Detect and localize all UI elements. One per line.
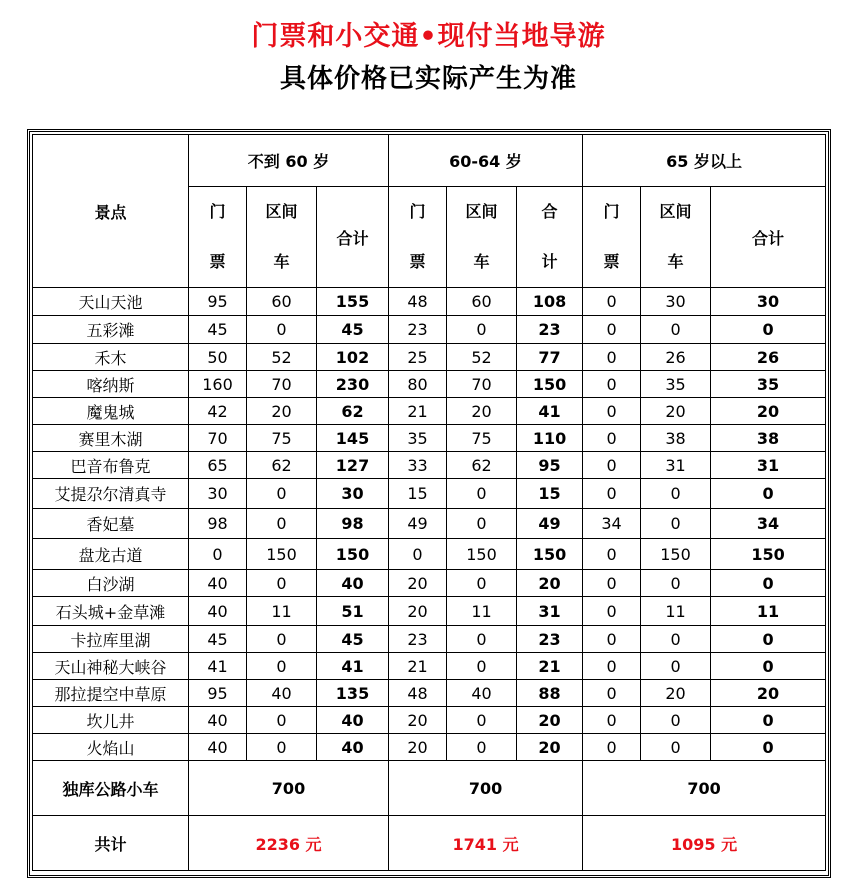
header-ticket: 门 票 [583,187,641,288]
ticket-value: 0 [189,539,247,570]
shuttle-value: 30 [641,288,711,316]
sum-value: 0 [711,626,826,653]
shuttle-value: 20 [641,680,711,707]
sum-value: 150 [711,539,826,570]
shuttle-value: 70 [247,371,317,398]
shuttle-value: 150 [641,539,711,570]
car-value: 700 [583,761,826,816]
shuttle-value: 20 [447,398,517,425]
spot-name: 魔鬼城 [33,398,189,425]
ticket-value: 98 [189,509,247,539]
ticket-value: 20 [389,570,447,597]
sum-value: 0 [711,316,826,344]
sum-value: 20 [517,707,583,734]
sum-value: 40 [317,570,389,597]
spot-name: 火焰山 [33,734,189,761]
shuttle-value: 40 [447,680,517,707]
ticket-value: 40 [189,570,247,597]
ticket-value: 21 [389,653,447,680]
ticket-value: 0 [583,570,641,597]
sum-value: 49 [517,509,583,539]
shuttle-value: 20 [247,398,317,425]
ticket-value: 23 [389,626,447,653]
shuttle-value: 150 [247,539,317,570]
ticket-value: 42 [189,398,247,425]
sum-value: 145 [317,425,389,452]
sum-value: 108 [517,288,583,316]
header-group-under60: 不到 60 岁 [189,135,389,187]
ticket-value: 0 [583,734,641,761]
table-row [33,509,826,539]
shuttle-value: 0 [447,734,517,761]
table-row [33,680,826,707]
sum-value: 51 [317,597,389,626]
sum-value: 40 [317,734,389,761]
sum-value: 110 [517,425,583,452]
shuttle-value: 0 [641,653,711,680]
ticket-value: 48 [389,680,447,707]
ticket-value: 0 [583,316,641,344]
sum-value: 95 [517,452,583,479]
shuttle-value: 0 [247,570,317,597]
header-sum: 合计 [711,187,826,288]
car-label: 独库公路小车 [33,761,189,816]
car-row [33,761,826,816]
table-row [33,425,826,452]
sum-value: 45 [317,316,389,344]
header-group-65plus: 65 岁以上 [583,135,826,187]
ticket-value: 21 [389,398,447,425]
shuttle-value: 38 [641,425,711,452]
shuttle-value: 60 [447,288,517,316]
sum-value: 0 [711,707,826,734]
sum-value: 98 [317,509,389,539]
sum-value: 155 [317,288,389,316]
shuttle-value: 0 [641,316,711,344]
sum-value: 31 [517,597,583,626]
shuttle-value: 11 [247,597,317,626]
ticket-value: 25 [389,344,447,371]
spot-name: 五彩滩 [33,316,189,344]
ticket-value: 70 [189,425,247,452]
ticket-value: 41 [189,653,247,680]
shuttle-value: 0 [447,626,517,653]
sum-value: 26 [711,344,826,371]
sum-value: 62 [317,398,389,425]
ticket-value: 0 [583,539,641,570]
ticket-value: 49 [389,509,447,539]
ticket-value: 0 [583,425,641,452]
table-row [33,707,826,734]
sum-value: 23 [517,626,583,653]
spot-name: 天山天池 [33,288,189,316]
table-row [33,734,826,761]
table-row [33,371,826,398]
spot-name: 那拉提空中草原 [33,680,189,707]
sum-value: 77 [517,344,583,371]
spot-name: 卡拉库里湖 [33,626,189,653]
sum-value: 135 [317,680,389,707]
table-row [33,570,826,597]
spot-name: 天山神秘大峡谷 [33,653,189,680]
table-row [33,626,826,653]
shuttle-value: 0 [247,626,317,653]
sum-value: 0 [711,479,826,509]
shuttle-value: 0 [641,626,711,653]
spot-name: 喀纳斯 [33,371,189,398]
shuttle-value: 0 [447,570,517,597]
ticket-value: 40 [189,707,247,734]
sum-value: 31 [711,452,826,479]
sum-value: 230 [317,371,389,398]
ticket-value: 65 [189,452,247,479]
sum-value: 127 [317,452,389,479]
shuttle-value: 0 [247,734,317,761]
header-shuttle: 区间 车 [447,187,517,288]
ticket-value: 0 [583,653,641,680]
shuttle-value: 0 [447,509,517,539]
spot-name: 盘龙古道 [33,539,189,570]
page-title: 门票和小交通•现付当地导游 [251,21,606,52]
sum-value: 88 [517,680,583,707]
sum-value: 40 [317,707,389,734]
shuttle-value: 52 [247,344,317,371]
shuttle-value: 26 [641,344,711,371]
ticket-value: 23 [389,316,447,344]
header-shuttle: 区间 车 [641,187,711,288]
sum-value: 150 [517,371,583,398]
shuttle-value: 35 [641,371,711,398]
shuttle-value: 70 [447,371,517,398]
shuttle-value: 0 [447,316,517,344]
ticket-value: 20 [389,707,447,734]
ticket-value: 0 [583,626,641,653]
ticket-value: 0 [583,452,641,479]
header-ticket: 门 票 [189,187,247,288]
table-row [33,452,826,479]
sum-value: 38 [711,425,826,452]
spot-name: 坎儿井 [33,707,189,734]
header-group-60-64: 60-64 岁 [389,135,583,187]
total-value: 2236 元 [189,816,389,871]
shuttle-value: 62 [247,452,317,479]
sum-value: 21 [517,653,583,680]
shuttle-value: 11 [447,597,517,626]
table-row [33,653,826,680]
shuttle-value: 0 [247,316,317,344]
ticket-value: 0 [583,680,641,707]
shuttle-value: 0 [247,707,317,734]
header-ticket: 门 票 [389,187,447,288]
header-sum: 合 计 [517,187,583,288]
shuttle-value: 75 [447,425,517,452]
ticket-value: 80 [389,371,447,398]
ticket-value: 30 [189,479,247,509]
ticket-value: 20 [389,597,447,626]
ticket-value: 0 [583,288,641,316]
ticket-value: 34 [583,509,641,539]
sum-value: 15 [517,479,583,509]
ticket-value: 0 [583,344,641,371]
shuttle-value: 75 [247,425,317,452]
ticket-value: 0 [583,371,641,398]
shuttle-value: 0 [247,479,317,509]
spot-name: 巴音布鲁克 [33,452,189,479]
spot-name: 石头城+金草滩 [33,597,189,626]
shuttle-value: 0 [447,653,517,680]
shuttle-value: 20 [641,398,711,425]
shuttle-value: 0 [247,509,317,539]
shuttle-value: 0 [447,479,517,509]
sum-value: 20 [711,398,826,425]
ticket-value: 33 [389,452,447,479]
sum-value: 35 [711,371,826,398]
total-row [33,816,826,871]
shuttle-value: 0 [641,734,711,761]
shuttle-value: 0 [641,479,711,509]
table-row [33,316,826,344]
car-value: 700 [389,761,583,816]
shuttle-value: 62 [447,452,517,479]
sum-value: 30 [711,288,826,316]
ticket-value: 35 [389,425,447,452]
sum-value: 20 [517,734,583,761]
table-row [33,539,826,570]
sum-value: 20 [711,680,826,707]
ticket-value: 15 [389,479,447,509]
sum-value: 30 [317,479,389,509]
shuttle-value: 52 [447,344,517,371]
header-shuttle: 区间 车 [247,187,317,288]
price-table [32,134,826,871]
ticket-value: 95 [189,288,247,316]
ticket-value: 40 [189,597,247,626]
table-row [33,398,826,425]
page-subtitle: 具体价格已实际产生为准 [279,64,577,94]
spot-name: 香妃墓 [33,509,189,539]
ticket-value: 48 [389,288,447,316]
header-spot: 景点 [33,135,189,288]
shuttle-value: 31 [641,452,711,479]
ticket-value: 160 [189,371,247,398]
sum-value: 150 [317,539,389,570]
sum-value: 0 [711,653,826,680]
table-row [33,479,826,509]
shuttle-value: 0 [641,707,711,734]
sum-value: 150 [517,539,583,570]
ticket-value: 0 [583,398,641,425]
header-sum: 合计 [317,187,389,288]
ticket-value: 50 [189,344,247,371]
spot-name: 艾提尕尔清真寺 [33,479,189,509]
sum-value: 23 [517,316,583,344]
sum-value: 102 [317,344,389,371]
table-row [33,597,826,626]
shuttle-value: 11 [641,597,711,626]
shuttle-value: 0 [641,509,711,539]
ticket-value: 45 [189,316,247,344]
ticket-value: 40 [189,734,247,761]
total-label: 共计 [33,816,189,871]
sum-value: 0 [711,734,826,761]
shuttle-value: 0 [247,653,317,680]
spot-name: 禾木 [33,344,189,371]
sum-value: 34 [711,509,826,539]
ticket-value: 95 [189,680,247,707]
ticket-value: 0 [389,539,447,570]
spot-name: 白沙湖 [33,570,189,597]
shuttle-value: 60 [247,288,317,316]
shuttle-value: 0 [447,707,517,734]
sum-value: 41 [317,653,389,680]
sum-value: 11 [711,597,826,626]
ticket-value: 0 [583,479,641,509]
sum-value: 45 [317,626,389,653]
shuttle-value: 150 [447,539,517,570]
shuttle-value: 40 [247,680,317,707]
table-row [33,288,826,316]
shuttle-value: 0 [641,570,711,597]
table-row [33,344,826,371]
total-value: 1741 元 [389,816,583,871]
ticket-value: 45 [189,626,247,653]
total-value: 1095 元 [583,816,826,871]
sum-value: 41 [517,398,583,425]
ticket-value: 0 [583,707,641,734]
ticket-value: 0 [583,597,641,626]
car-value: 700 [189,761,389,816]
spot-name: 赛里木湖 [33,425,189,452]
ticket-value: 20 [389,734,447,761]
sum-value: 0 [711,570,826,597]
sum-value: 20 [517,570,583,597]
